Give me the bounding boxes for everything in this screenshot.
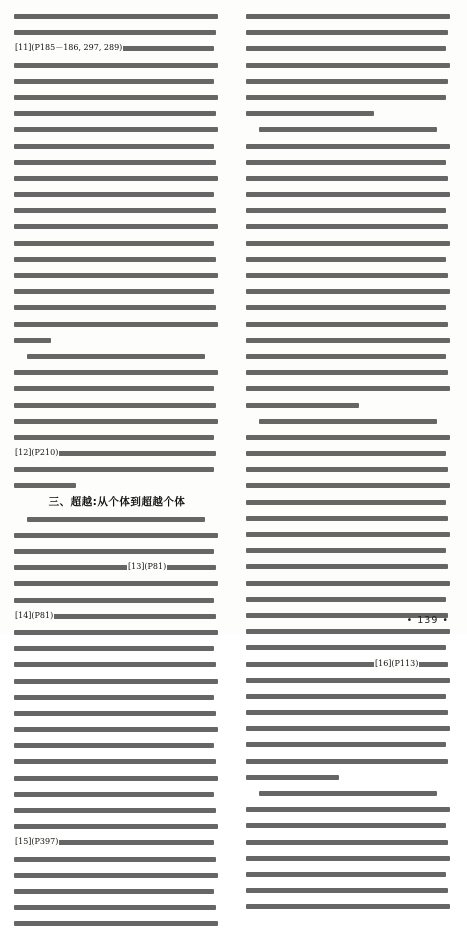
illegible-text-placeholder: [246, 111, 374, 116]
right-column-text-line: [246, 817, 452, 833]
left-column-text-line: [14, 235, 220, 251]
right-column-text-line: [246, 283, 452, 299]
left-column-text-line: [14, 445, 220, 461]
illegible-text-placeholder: [14, 743, 214, 748]
illegible-text-placeholder: [246, 548, 446, 553]
right-column-text-line: [246, 850, 452, 866]
right-column-text-line: [246, 57, 452, 73]
right-column-text-line: [246, 105, 452, 121]
left-column-text-line: [14, 283, 220, 299]
illegible-text-placeholder: [246, 208, 446, 213]
illegible-text-placeholder: [14, 598, 214, 603]
left-column-text-line: [14, 299, 220, 315]
right-column-text-line: [246, 736, 452, 752]
illegible-text-placeholder: [246, 63, 450, 68]
left-column-text-line: [14, 397, 220, 413]
citation-reference: [15](P397): [15, 837, 59, 847]
illegible-text-placeholder: [246, 840, 448, 845]
right-column-text-line: [246, 218, 452, 234]
illegible-text-placeholder: [14, 776, 218, 781]
left-column-text-line: [14, 721, 220, 737]
right-column-text-line: [246, 558, 452, 574]
right-column-text-line: [246, 866, 452, 882]
illegible-text-placeholder: [14, 792, 214, 797]
illegible-text-placeholder: [14, 824, 218, 829]
illegible-text-placeholder: [246, 500, 446, 505]
left-column-text-line: [14, 705, 220, 721]
illegible-text-placeholder: [246, 888, 448, 893]
left-column-text-line: [14, 105, 220, 121]
left-column-text-line: [14, 899, 220, 915]
citation-reference: [11](P185－186, 297, 289): [15, 43, 123, 53]
illegible-text-placeholder: [14, 127, 218, 132]
left-column-text-line: [14, 364, 220, 380]
illegible-text-placeholder: [246, 581, 450, 586]
illegible-text-placeholder: [246, 872, 446, 877]
right-column-text-line: [246, 267, 452, 283]
illegible-text-placeholder: [14, 873, 218, 878]
section-heading: 三、超越:从个体到超越个体: [48, 495, 186, 508]
left-column-text-line: [14, 121, 220, 137]
illegible-text-placeholder: [246, 759, 448, 764]
left-column-text-line: [14, 170, 220, 186]
illegible-text-placeholder: [14, 144, 214, 149]
illegible-text-placeholder: [14, 224, 218, 229]
left-column-text-line: [14, 575, 220, 591]
illegible-text-placeholder: [14, 711, 216, 716]
left-column-text-line: [14, 186, 220, 202]
illegible-text-placeholder: [246, 386, 450, 391]
illegible-text-placeholder: [14, 889, 214, 894]
right-column-text-line: [246, 40, 452, 56]
left-column-text-line: [14, 786, 220, 802]
left-column-text-line: [14, 202, 220, 218]
illegible-text-placeholder: [14, 403, 216, 408]
left-column-text-line: [14, 689, 220, 705]
left-column-text-line: [14, 316, 220, 332]
illegible-text-placeholder: [14, 289, 214, 294]
right-column-text-line: [246, 89, 452, 105]
right-column-text-line: [246, 251, 452, 267]
citation-reference: [14](P81): [15, 610, 54, 620]
illegible-text-placeholder: [14, 759, 216, 764]
left-column-text-line: [14, 818, 220, 834]
illegible-text-placeholder: [246, 483, 450, 488]
illegible-text-placeholder: [246, 435, 450, 440]
right-column-text-line: [246, 186, 452, 202]
illegible-text-placeholder: [246, 46, 446, 51]
illegible-text-placeholder: [14, 662, 216, 667]
illegible-text-placeholder: [246, 273, 448, 278]
right-column-text-line: [246, 785, 452, 801]
illegible-text-placeholder: [246, 322, 448, 327]
right-column-text-line: [246, 461, 452, 477]
right-column-text-line: [246, 299, 452, 315]
right-column-text-line: [246, 591, 452, 607]
illegible-text-placeholder: [246, 241, 450, 246]
right-column-text-line: [246, 397, 452, 413]
right-column-text-line: [246, 672, 452, 688]
left-column-text-line: [14, 89, 220, 105]
citation-reference: [13](P81): [128, 562, 167, 572]
citation-reference: [12](P210): [15, 448, 59, 458]
illegible-text-placeholder: [259, 791, 437, 796]
right-column-text-line: [246, 73, 452, 89]
left-column-text-line: [14, 527, 220, 543]
illegible-text-placeholder: [246, 823, 446, 828]
illegible-text-placeholder: [14, 257, 216, 262]
left-column-text-line: [14, 770, 220, 786]
left-column-text-line: [14, 251, 220, 267]
right-column-text-line: [246, 445, 452, 461]
left-column-text-line: [14, 477, 220, 493]
right-column-text-line: [246, 8, 452, 24]
illegible-text-placeholder: [246, 451, 446, 456]
illegible-text-placeholder: [246, 289, 450, 294]
illegible-text-placeholder: [246, 904, 450, 909]
left-column-text-line: [14, 267, 220, 283]
illegible-text-placeholder: [246, 645, 446, 650]
illegible-text-placeholder: [14, 273, 218, 278]
illegible-text-placeholder: [246, 192, 450, 197]
illegible-text-placeholder: [246, 403, 359, 408]
illegible-text-placeholder: [246, 694, 446, 699]
illegible-text-placeholder: [14, 176, 218, 181]
illegible-text-placeholder: [14, 808, 216, 813]
left-column-text-line: [14, 915, 220, 931]
left-column-text-line: [14, 640, 220, 656]
right-column-text-line: [246, 364, 452, 380]
illegible-text-placeholder: [14, 63, 218, 68]
left-column-text-line: [14, 851, 220, 867]
right-column-text-line: [246, 477, 452, 493]
right-column-text-line: [246, 332, 452, 348]
illegible-text-placeholder: [14, 467, 214, 472]
illegible-text-placeholder: [14, 679, 218, 684]
left-column-text-line: [14, 802, 220, 818]
illegible-text-placeholder: [27, 517, 205, 522]
illegible-text-placeholder: [27, 354, 205, 359]
left-column-text-line: [14, 543, 220, 559]
illegible-text-placeholder: [246, 95, 446, 100]
right-column-text-line: [246, 542, 452, 558]
left-column-text-line: [14, 867, 220, 883]
illegible-text-placeholder: [14, 549, 214, 554]
illegible-text-placeholder: [246, 14, 450, 19]
left-column-text-line: [14, 673, 220, 689]
illegible-text-placeholder: [246, 79, 448, 84]
left-column-text-line: [14, 218, 220, 234]
right-column-text-line: [246, 656, 452, 672]
illegible-text-placeholder: [246, 710, 448, 715]
illegible-text-placeholder: [246, 176, 448, 181]
right-column-text-line: [246, 769, 452, 785]
right-column-text-line: [246, 510, 452, 526]
left-column-text-line: [14, 24, 220, 40]
illegible-text-placeholder: [246, 257, 446, 262]
illegible-text-placeholder: [246, 629, 450, 634]
illegible-text-placeholder: [246, 516, 448, 521]
illegible-text-placeholder: [14, 386, 214, 391]
illegible-text-placeholder: [246, 338, 450, 343]
right-column-text-line: [246, 526, 452, 542]
right-column-text-line: [246, 639, 452, 655]
illegible-text-placeholder: [246, 856, 450, 861]
illegible-text-placeholder: [246, 726, 450, 731]
right-column-text-line: [246, 380, 452, 396]
right-column-text-line: [246, 575, 452, 591]
illegible-text-placeholder: [14, 95, 218, 100]
right-column-text-line: [246, 801, 452, 817]
illegible-text-placeholder: [14, 241, 214, 246]
illegible-text-placeholder: [246, 144, 450, 149]
illegible-text-placeholder: [14, 483, 76, 488]
illegible-text-placeholder: [14, 305, 216, 310]
left-column-text-line: [14, 57, 220, 73]
illegible-text-placeholder: [246, 224, 448, 229]
illegible-text-placeholder: [246, 354, 446, 359]
illegible-text-placeholder: [14, 646, 214, 651]
left-column-text-line: [14, 332, 220, 348]
right-column-text-line: [246, 170, 452, 186]
illegible-text-placeholder: [246, 775, 339, 780]
right-column-text-line: [246, 494, 452, 510]
illegible-text-placeholder: [14, 30, 216, 35]
illegible-text-placeholder: [246, 597, 446, 602]
right-column-text-line: [246, 235, 452, 251]
left-column-text-line: [14, 138, 220, 154]
right-column-text-line: [246, 834, 452, 850]
illegible-text-placeholder: [14, 322, 218, 327]
illegible-text-placeholder: [14, 921, 218, 926]
left-column-text-line: [14, 154, 220, 170]
illegible-text-placeholder: [246, 370, 448, 375]
illegible-text-placeholder: [14, 533, 218, 538]
page-number: • 139 •: [406, 615, 449, 626]
illegible-text-placeholder: [246, 742, 446, 747]
left-column-text-line: [14, 592, 220, 608]
illegible-text-placeholder: [14, 905, 216, 910]
left-column-text-line: [14, 753, 220, 769]
right-column-text-line: [246, 348, 452, 364]
left-column-text-line: [14, 559, 220, 575]
right-column-text-line: [246, 316, 452, 332]
left-column-text-line: [14, 348, 220, 364]
right-column-text-line: [246, 704, 452, 720]
illegible-text-placeholder: [246, 532, 450, 537]
left-column-text-line: [14, 413, 220, 429]
right-column-text-line: [246, 898, 452, 914]
right-column-text-line: [246, 429, 452, 445]
citation-reference: [16](P113): [375, 658, 419, 668]
illegible-text-placeholder: [14, 338, 51, 343]
right-column-text-line: [246, 688, 452, 704]
illegible-text-placeholder: [14, 727, 218, 732]
right-column-text-line: [246, 138, 452, 154]
illegible-text-placeholder: [14, 192, 214, 197]
left-column-text-line: [14, 73, 220, 89]
illegible-text-placeholder: [246, 678, 450, 683]
right-column-text-line: [246, 154, 452, 170]
left-column-text-line: [14, 883, 220, 899]
right-column-text-line: [246, 202, 452, 218]
right-column-text-line: [246, 882, 452, 898]
illegible-text-placeholder: [259, 419, 437, 424]
right-column-text-line: [246, 121, 452, 137]
illegible-text-placeholder: [246, 807, 450, 812]
right-column-text-line: [246, 24, 452, 40]
illegible-text-placeholder: [246, 30, 448, 35]
left-column-text-line: [14, 608, 220, 624]
illegible-text-placeholder: [14, 581, 218, 586]
illegible-text-placeholder: [246, 305, 446, 310]
illegible-text-placeholder: [14, 419, 218, 424]
illegible-text-placeholder: [14, 160, 216, 165]
right-column-text-line: [246, 413, 452, 429]
left-text-column: [14, 8, 220, 847]
right-column-text-line: [246, 720, 452, 736]
illegible-text-placeholder: [246, 564, 448, 569]
illegible-text-placeholder: [246, 160, 446, 165]
illegible-text-placeholder: [14, 565, 216, 570]
illegible-text-placeholder: [14, 435, 214, 440]
illegible-text-placeholder: [14, 79, 214, 84]
illegible-text-placeholder: [259, 127, 437, 132]
illegible-text-placeholder: [14, 370, 218, 375]
right-column-text-line: [246, 753, 452, 769]
illegible-text-placeholder: [14, 695, 214, 700]
left-column-text-line: [14, 737, 220, 753]
left-column-text-line: [14, 380, 220, 396]
left-column-text-line: [14, 834, 220, 850]
left-column-text-line: [14, 40, 220, 56]
illegible-text-placeholder: [14, 111, 216, 116]
left-column-text-line: [14, 511, 220, 527]
illegible-text-placeholder: [246, 467, 448, 472]
illegible-text-placeholder: [14, 630, 218, 635]
left-column-text-line: [14, 8, 220, 24]
illegible-text-placeholder: [14, 208, 216, 213]
left-column-text-line: [14, 461, 220, 477]
left-column-text-line: [14, 624, 220, 640]
left-column-text-line: [14, 429, 220, 445]
left-column-text-line: [14, 656, 220, 672]
illegible-text-placeholder: [14, 14, 218, 19]
illegible-text-placeholder: [14, 857, 216, 862]
